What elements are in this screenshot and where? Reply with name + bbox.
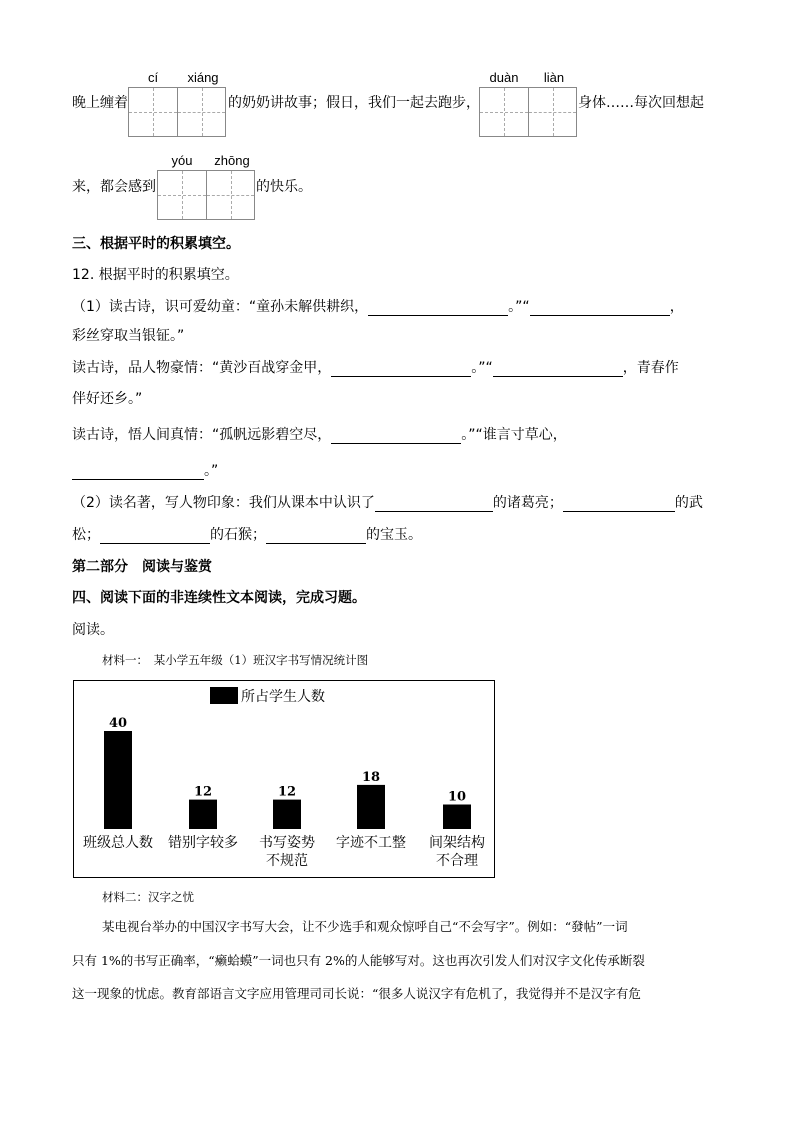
poem-5-tail: 。”“谁言寸草心， <box>461 427 567 443</box>
tianzige-cell[interactable] <box>158 171 206 219</box>
legend-label: 所占学生人数 <box>241 689 325 705</box>
paragraph-line-3: 这一现象的忧虑。教育部语言文字应用管理司司长说：“很多人说汉字有危机了，我觉得并不是汉字有危 <box>72 986 641 1001</box>
category-label-4: 字迹不工整 <box>336 835 406 851</box>
answer-blank[interactable] <box>530 301 670 316</box>
row1-middle: 的奶奶讲故事；假日，我们一起去跑步， <box>228 95 480 111</box>
value-label-5: 10 <box>447 789 467 805</box>
classics-song: 松； <box>72 527 100 543</box>
bar-3 <box>273 800 301 829</box>
pinyin-ci: cí <box>147 70 159 85</box>
material1-caption: 材料一： 某小学五年级（1）班汉字书写情况统计图 <box>102 653 369 667</box>
pinyin-you: yóu <box>171 153 193 168</box>
value-label-1: 40 <box>108 716 128 731</box>
poem-line-6 <box>72 462 218 480</box>
section4-heading: 四、阅读下面的非连续性文本阅读，完成习题。 <box>72 590 366 606</box>
tianzige-cell[interactable] <box>480 88 528 136</box>
poem-1-quote: 。”“ <box>508 299 530 315</box>
poem-1-comma: ， <box>669 299 684 315</box>
row1-suffix: 身体……每次回想起 <box>578 95 704 111</box>
classics-zhugeliang: 的诸葛亮； <box>492 495 563 511</box>
pinyin-duan: duàn <box>489 70 519 85</box>
poem-line-2: 彩丝穿取当银钲。” <box>72 328 185 344</box>
bar-chart <box>73 680 495 878</box>
value-label-2: 12 <box>193 784 213 800</box>
tianzige-grid-youzhong[interactable] <box>157 170 255 220</box>
answer-blank[interactable] <box>72 465 204 480</box>
category-label-3: 不规范 <box>266 853 308 869</box>
pinyin-xiang: xiáng <box>187 70 219 85</box>
question-12: 12. 根据平时的积累填空。 <box>72 267 239 283</box>
answer-blank[interactable] <box>100 529 210 544</box>
tianzige-cell[interactable] <box>206 171 254 219</box>
bar-4 <box>357 785 385 829</box>
answer-blank[interactable] <box>375 497 493 512</box>
read-label: 阅读。 <box>72 622 114 638</box>
category-label-1: 班级总人数 <box>83 835 153 851</box>
answer-blank[interactable] <box>331 429 461 444</box>
category-label-5: 间架结构 <box>429 835 485 851</box>
answer-blank[interactable] <box>493 362 623 377</box>
tianzige-cell[interactable] <box>528 88 576 136</box>
poem-1-text: （1）读古诗，识可爱幼童：“童孙未解供耕织， <box>72 299 369 315</box>
value-label-3: 12 <box>277 784 297 800</box>
value-label-4: 18 <box>361 769 381 785</box>
row2-prefix: 来，都会感到 <box>72 179 156 195</box>
classics-baoyu: 的宝玉。 <box>366 527 422 543</box>
answer-blank[interactable] <box>563 497 675 512</box>
classics-line-2 <box>72 526 422 544</box>
pinyin-lian: liàn <box>543 70 565 85</box>
answer-blank[interactable] <box>368 301 508 316</box>
paragraph-line-2: 只有 1%的书写正确率，“癞蛤蟆”一词也只有 2%的人能够写对。这也再次引发人们对汉字文化传承断裂 <box>72 953 645 968</box>
tianzige-cell[interactable] <box>177 88 225 136</box>
poem-line-1 <box>72 298 684 316</box>
row1-prefix: 晚上缠着 <box>72 95 128 111</box>
tianzige-grid-cixiang[interactable] <box>128 87 226 137</box>
bar-2 <box>189 800 217 829</box>
category-label-5: 不合理 <box>436 853 478 869</box>
category-label-2: 错别字较多 <box>168 835 238 851</box>
bar-5 <box>443 805 471 830</box>
poem-line-4: 伴好还乡。” <box>72 391 143 407</box>
tianzige-grid-duanlian[interactable] <box>479 87 577 137</box>
poem-3-quote: 。”“ <box>471 360 493 376</box>
category-label-3: 书写姿势 <box>259 835 315 851</box>
material2-caption: 材料二：汉字之忧 <box>102 890 194 904</box>
classics-wu: 的武 <box>674 495 703 511</box>
section3-heading: 三、根据平时的积累填空。 <box>72 236 240 252</box>
tianzige-cell[interactable] <box>129 88 177 136</box>
poem-line-5 <box>72 426 567 444</box>
answer-blank[interactable] <box>331 362 471 377</box>
poem-3-text: 读古诗，品人物豪情：“黄沙百战穿金甲， <box>72 360 332 376</box>
part2-heading: 第二部分 阅读与鉴赏 <box>72 559 212 575</box>
pinyin-zhong: zhōng <box>214 153 250 168</box>
answer-blank[interactable] <box>266 529 366 544</box>
poem-6-end: 。” <box>204 463 219 479</box>
bar-1 <box>104 731 132 829</box>
paragraph-line-1: 某电视台举办的中国汉字书写大会，让不少选手和观众惊呼自己“不会写字”。例如：“發帖”一词 <box>102 919 628 934</box>
classics-1-text: （2）读名著，写人物印象：我们从课本中认识了 <box>72 495 375 511</box>
poem-3-tail: ，青春作 <box>622 360 679 376</box>
poem-5-text: 读古诗，悟人间真情：“孤帆远影碧空尽， <box>72 427 332 443</box>
poem-line-3 <box>72 359 679 377</box>
classics-shihou: 的石猴； <box>210 527 266 543</box>
row2-suffix: 的快乐。 <box>256 179 312 195</box>
classics-line-1 <box>72 494 703 512</box>
legend-swatch <box>210 687 238 704</box>
